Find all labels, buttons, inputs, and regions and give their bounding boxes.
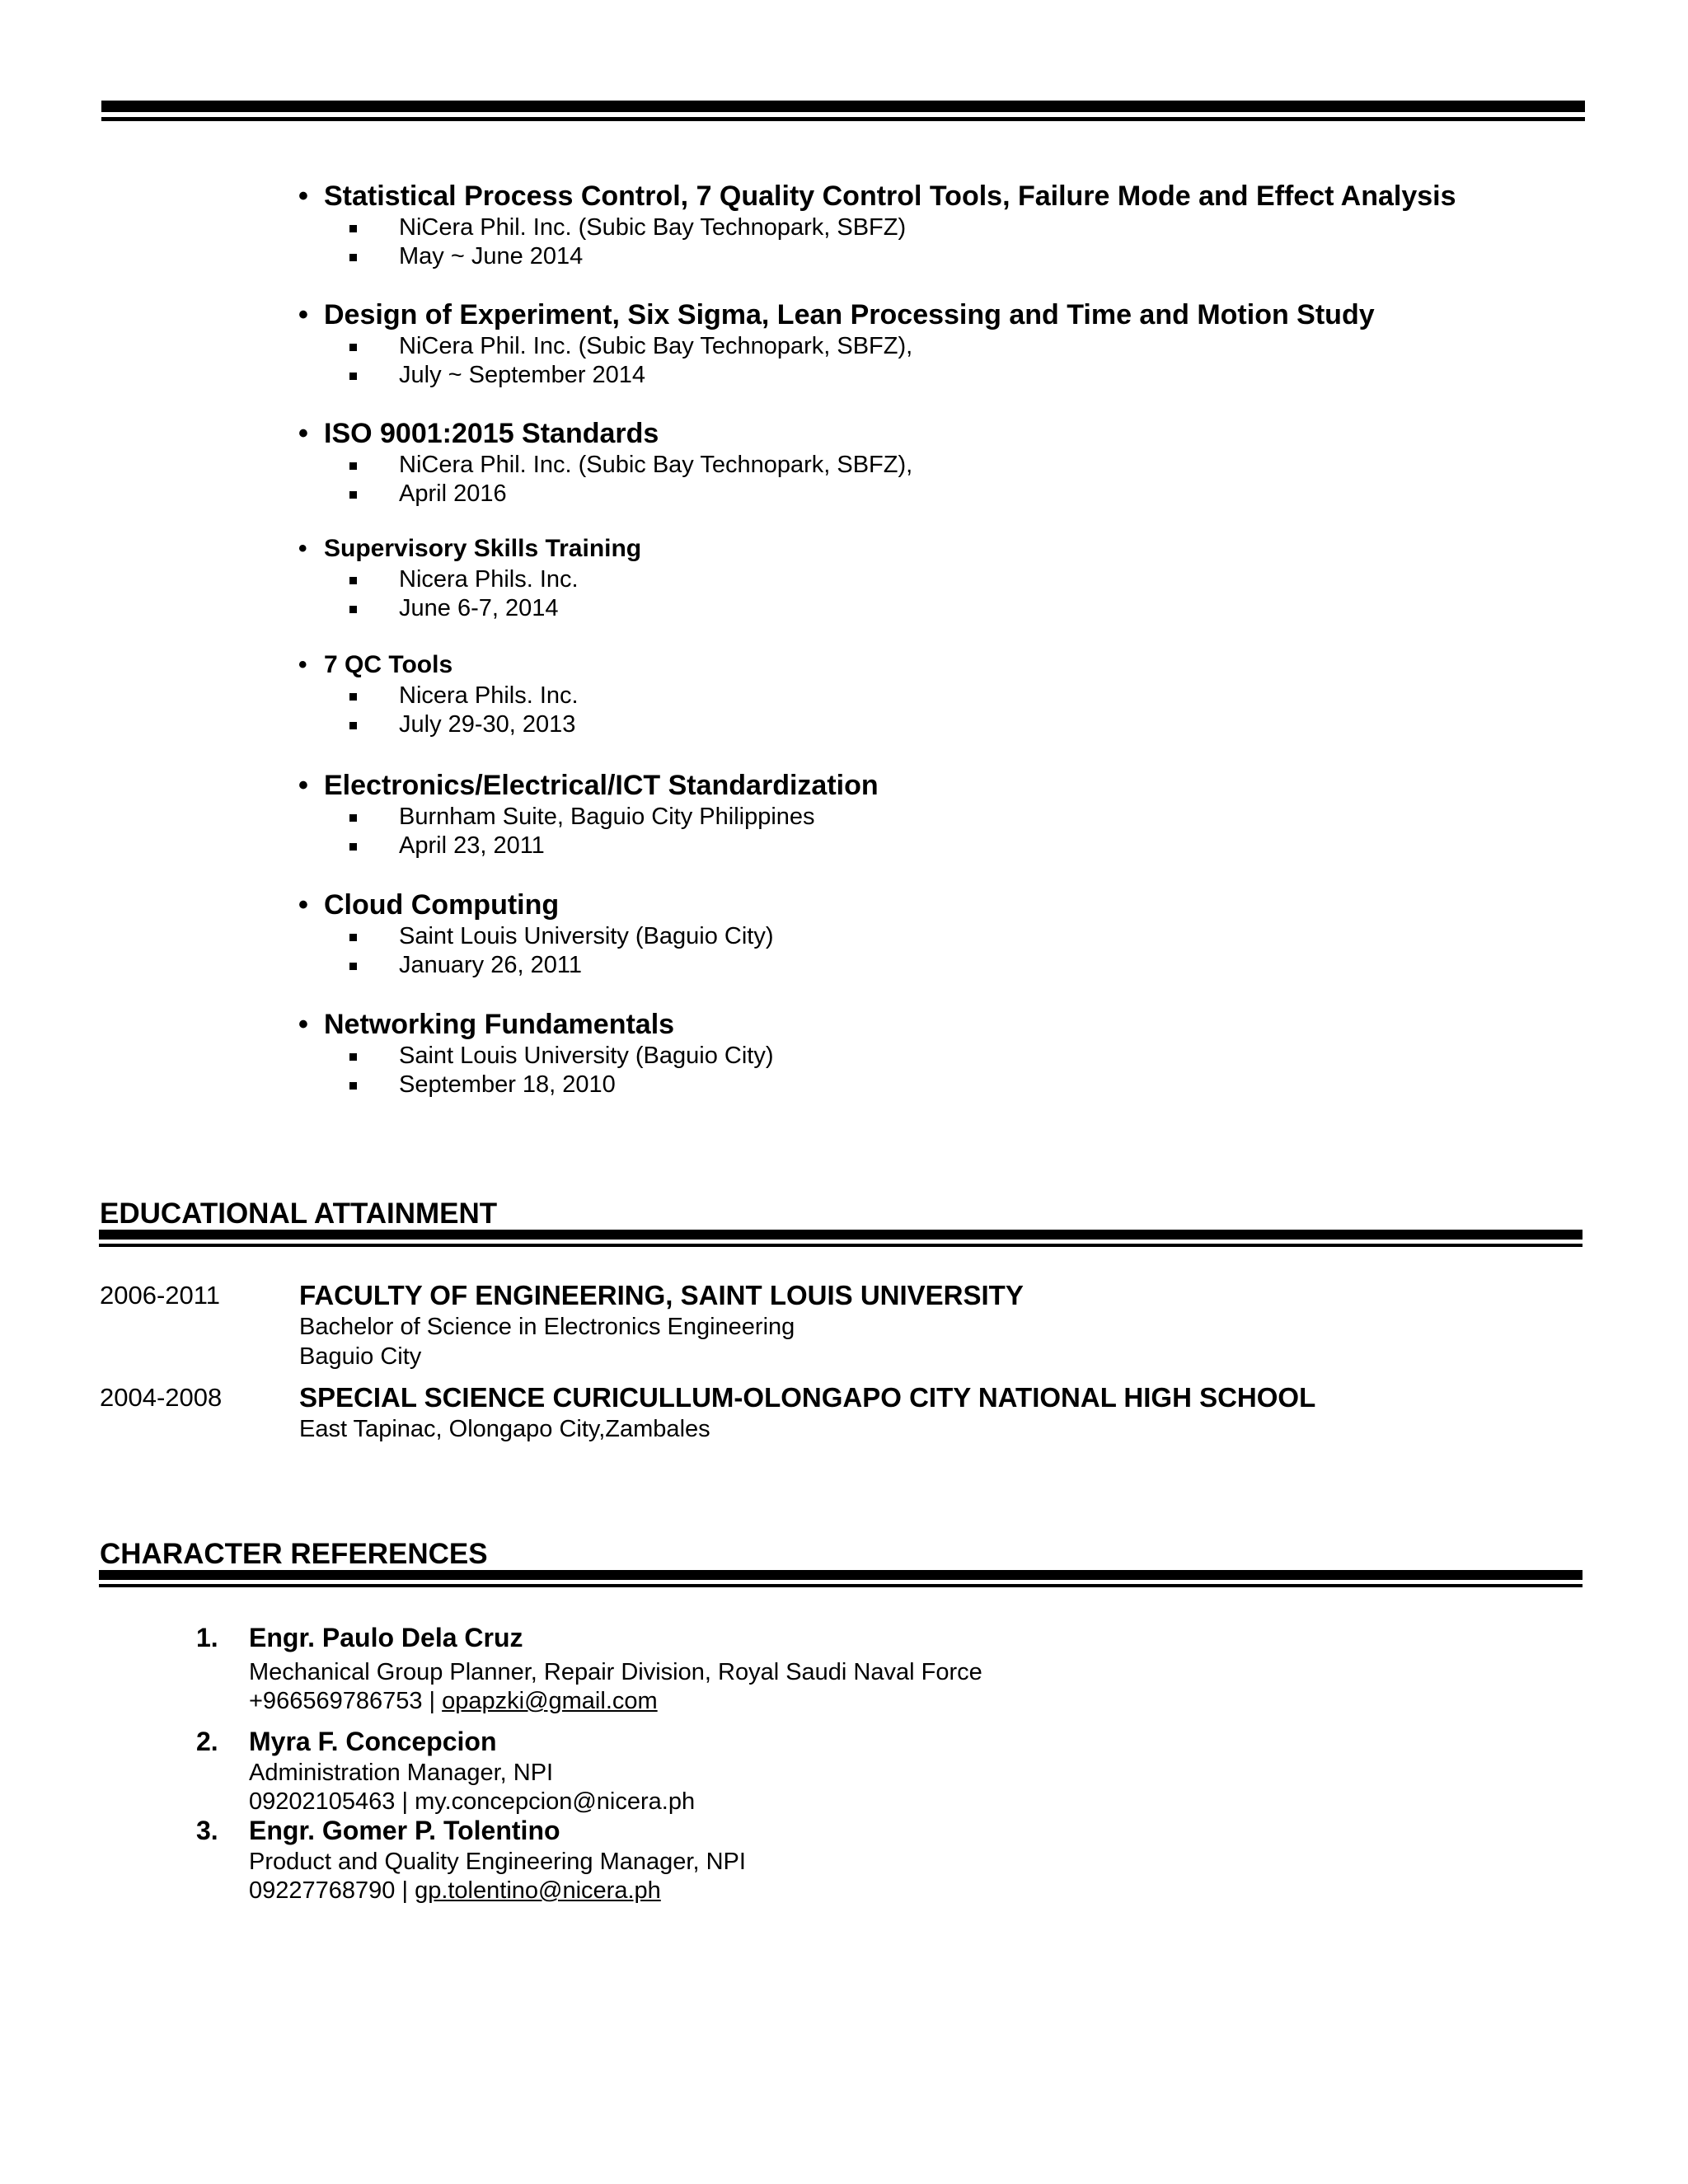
- square-bullet-icon: [349, 462, 357, 470]
- trainings-list: [297, 179, 1533, 1106]
- reference-contact: [249, 1877, 1432, 1905]
- reference-contact: [249, 1788, 1432, 1816]
- references-divider: [99, 1570, 1582, 1587]
- reference-email-link[interactable]: opapzki@gmail.com: [442, 1688, 658, 1714]
- education-school: SPECIAL SCIENCE CURICULLUM-OLONGAPO CITY NATIONAL HIGH SCHOOL: [299, 1382, 1316, 1413]
- square-bullet-icon: [349, 254, 357, 261]
- reference-number: 2.: [196, 1727, 218, 1756]
- training-item: [297, 179, 1533, 298]
- references-list: [196, 1620, 1432, 1902]
- training-location: Saint Louis University (Baguio City): [399, 923, 774, 949]
- bullet-icon: •: [298, 1009, 308, 1040]
- education-years: 2004-2008: [100, 1383, 223, 1412]
- reference-phone: 09227768790 |: [249, 1877, 415, 1904]
- training-location: NiCera Phil. Inc. (Subic Bay Technopark, SBFZ),: [399, 452, 913, 478]
- square-bullet-icon: [349, 606, 357, 613]
- square-bullet-icon: [349, 1082, 357, 1090]
- education-years: 2006-2011: [100, 1281, 220, 1310]
- bullet-icon: •: [298, 418, 308, 449]
- reference-name: Engr. Paulo Dela Cruz: [249, 1623, 523, 1652]
- training-title: Statistical Process Control, 7 Quality Control Tools, Failure Mode and Effect Analysis: [324, 180, 1456, 212]
- reference-position: Administration Manager, NPI: [249, 1760, 554, 1786]
- training-location: Nicera Phils. Inc.: [399, 566, 579, 593]
- training-title: Cloud Computing: [324, 889, 560, 921]
- bullet-icon: •: [298, 535, 307, 562]
- training-date: September 18, 2010: [399, 1071, 616, 1098]
- square-bullet-icon: [349, 344, 357, 351]
- square-bullet-icon: [349, 693, 357, 701]
- training-item: [297, 1007, 1533, 1106]
- training-date: January 26, 2011: [399, 952, 582, 978]
- square-bullet-icon: [349, 843, 357, 851]
- square-bullet-icon: [349, 577, 357, 584]
- square-bullet-icon: [349, 373, 357, 380]
- square-bullet-icon: [349, 491, 357, 499]
- square-bullet-icon: [349, 1053, 357, 1061]
- reference-phone: +966569786753 |: [249, 1688, 443, 1714]
- reference-name: Engr. Gomer P. Tolentino: [249, 1816, 560, 1845]
- training-date: July 29-30, 2013: [399, 711, 576, 738]
- education-school: FACULTY OF ENGINEERING, SAINT LOUIS UNIVERSITY: [299, 1280, 1024, 1310]
- training-date: May ~ June 2014: [399, 243, 584, 269]
- references-heading: CHARACTER REFERENCES: [100, 1538, 488, 1570]
- training-title: Networking Fundamentals: [324, 1009, 675, 1040]
- top-divider: [101, 101, 1585, 121]
- reference-item: [196, 1724, 1432, 1813]
- square-bullet-icon: [349, 934, 357, 941]
- training-item: [297, 649, 1533, 768]
- training-location: Nicera Phils. Inc.: [399, 682, 579, 709]
- training-location: NiCera Phil. Inc. (Subic Bay Technopark, SBFZ),: [399, 333, 913, 359]
- reference-number: 3.: [196, 1816, 218, 1845]
- square-bullet-icon: [349, 814, 357, 822]
- reference-item: [196, 1620, 1432, 1724]
- training-date: April 2016: [399, 480, 507, 507]
- bullet-icon: •: [298, 180, 308, 212]
- education-location: Baguio City: [299, 1343, 422, 1370]
- bullet-icon: •: [298, 889, 308, 921]
- training-item: [297, 768, 1533, 888]
- bullet-icon: •: [298, 299, 308, 330]
- square-bullet-icon: [349, 722, 357, 729]
- reference-position: Mechanical Group Planner, Repair Division, Royal Saudi Naval Force: [249, 1659, 982, 1685]
- training-title: 7 QC Tools: [324, 651, 453, 678]
- reference-number: 1.: [196, 1623, 218, 1652]
- training-date: June 6-7, 2014: [399, 595, 559, 621]
- training-item: [297, 888, 1533, 1007]
- reference-position: Product and Quality Engineering Manager, NPI: [249, 1849, 746, 1875]
- training-title: Design of Experiment, Six Sigma, Lean Processing and Time and Motion Study: [324, 299, 1375, 330]
- square-bullet-icon: [349, 225, 357, 232]
- reference-phone: 09202105463 |: [249, 1788, 415, 1815]
- training-date: April 23, 2011: [399, 832, 545, 859]
- education-degree: Bachelor of Science in Electronics Engineering: [299, 1314, 795, 1340]
- square-bullet-icon: [349, 963, 357, 970]
- training-title: ISO 9001:2015 Standards: [324, 418, 659, 449]
- reference-contact: [249, 1687, 1432, 1716]
- training-location: Burnham Suite, Baguio City Philippines: [399, 804, 815, 830]
- bullet-icon: •: [298, 770, 308, 801]
- education-location: East Tapinac, Olongapo City,Zambales: [299, 1416, 710, 1442]
- education-divider: [99, 1230, 1582, 1247]
- training-date: July ~ September 2014: [399, 362, 646, 388]
- reference-email: my.concepcion@nicera.ph: [415, 1788, 696, 1815]
- training-item: [297, 416, 1533, 532]
- reference-name: Myra F. Concepcion: [249, 1727, 497, 1756]
- training-item: [297, 298, 1533, 416]
- training-location: NiCera Phil. Inc. (Subic Bay Technopark, SBFZ): [399, 214, 907, 241]
- training-title: Electronics/Electrical/ICT Standardization: [324, 770, 879, 801]
- training-location: Saint Louis University (Baguio City): [399, 1043, 774, 1069]
- education-heading: EDUCATIONAL ATTAINMENT: [100, 1197, 498, 1230]
- training-item: [297, 532, 1533, 649]
- bullet-icon: •: [298, 651, 307, 678]
- training-title: Supervisory Skills Training: [324, 535, 642, 562]
- reference-item: [196, 1813, 1432, 1902]
- reference-email-link[interactable]: gp.tolentino@nicera.ph: [415, 1877, 661, 1904]
